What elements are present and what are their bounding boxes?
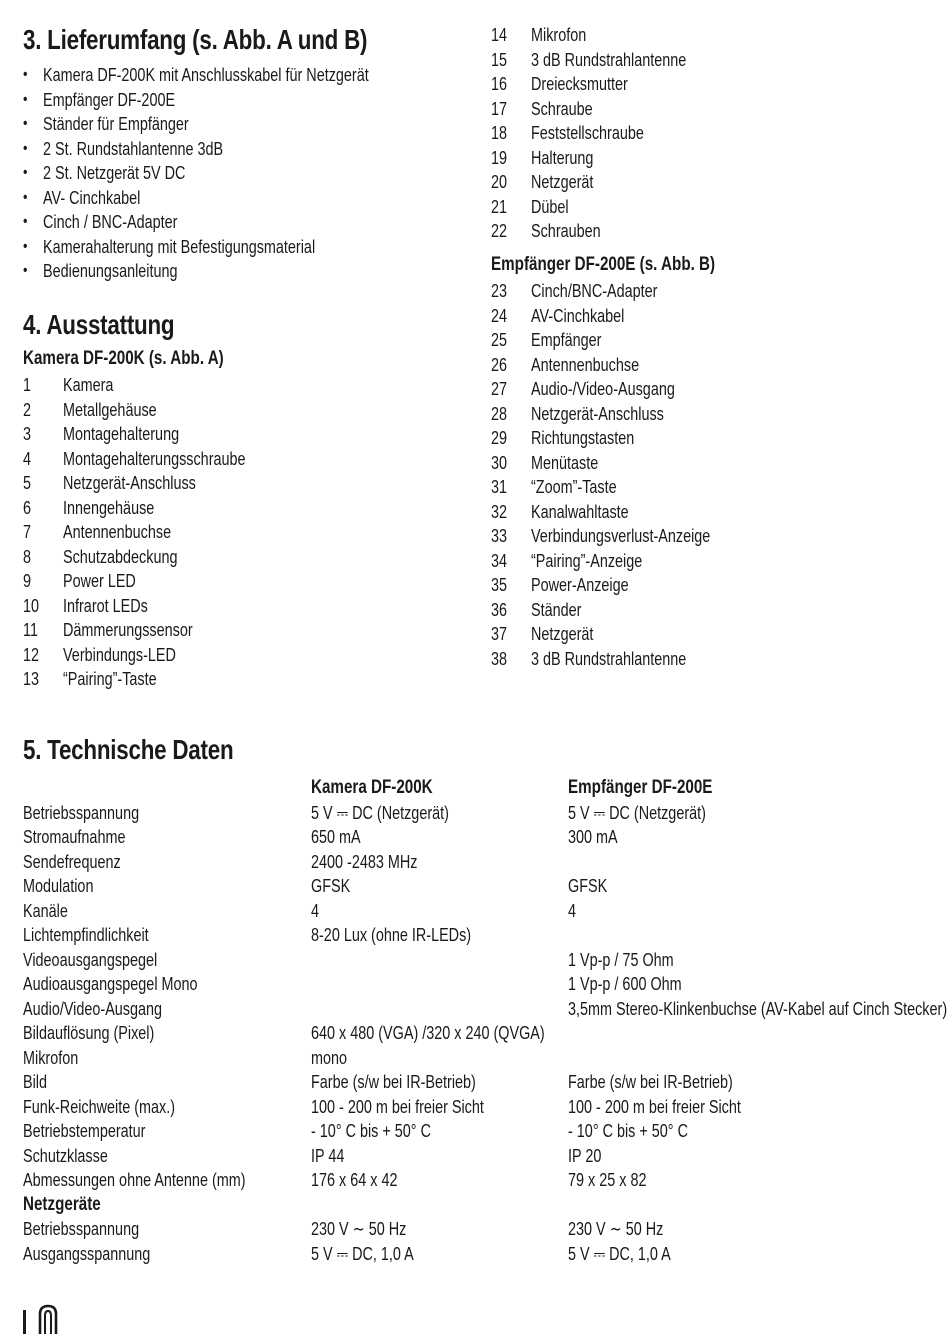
table-cell: GFSK <box>568 876 608 896</box>
item-number: 23 <box>491 281 508 301</box>
table-cell: IP 20 <box>568 1145 602 1166</box>
item-label: Netzgerät <box>531 624 594 644</box>
item-number: 14 <box>491 25 508 45</box>
table-cell: Modulation <box>23 876 94 896</box>
table-cell: 640 x 480 (VGA) /320 x 240 (QVGA) <box>311 1023 545 1043</box>
item-label: AV-Cinchkabel <box>531 305 625 326</box>
list-item: • Kamera DF-200K mit Anschlusskabel für Netzgerät <box>23 63 369 88</box>
table-cell: Betriebsspannung <box>23 802 140 823</box>
list-item <box>491 598 710 623</box>
item-number: 10 <box>23 595 40 616</box>
camera-parts-list <box>23 373 246 692</box>
section-5-heading: 5. Technische Daten <box>23 734 234 765</box>
item-number: 30 <box>491 452 508 473</box>
list-item <box>23 447 246 472</box>
item-number: 7 <box>23 522 32 542</box>
table-cell: 5 V ⎓ DC (Netzgerät) <box>568 802 706 823</box>
list-item <box>23 667 246 692</box>
list-item <box>491 402 710 427</box>
psu-heading: Netzgeräte <box>23 1193 101 1215</box>
col-camera-header: Kamera DF-200K <box>311 777 433 798</box>
list-item <box>23 643 246 668</box>
item-label: Montagehalterungsschraube <box>63 448 246 469</box>
item-number: 21 <box>491 196 508 217</box>
item-label: Innengehäuse <box>63 497 155 518</box>
item-number: 31 <box>491 477 508 497</box>
item-label: Menütaste <box>531 452 599 473</box>
list-item <box>491 121 686 146</box>
table-cell: Sendefrequenz <box>23 851 121 872</box>
item-number: 2 <box>23 399 32 420</box>
item-number: 9 <box>23 571 32 591</box>
list-item <box>491 475 710 500</box>
item-number: 29 <box>491 428 508 448</box>
table-cell: IP 44 <box>311 1145 345 1166</box>
list-item <box>491 500 710 525</box>
section-4-heading: 4. Ausstattung <box>23 309 175 340</box>
table-cell: 4 <box>311 900 320 921</box>
list-item <box>491 524 710 549</box>
list-item <box>491 426 710 451</box>
list-item: • Empfänger DF-200E <box>23 88 369 113</box>
item-number: 20 <box>491 172 508 192</box>
list-item <box>23 594 246 619</box>
table-cell: Abmessungen ohne Antenne (mm) <box>23 1170 246 1190</box>
item-label: 3 dB Rundstrahlantenne <box>531 49 687 70</box>
item-label: Netzgerät-Anschluss <box>63 473 196 493</box>
item-number: 16 <box>491 74 508 94</box>
item-number: 34 <box>491 550 508 571</box>
item-number: 24 <box>491 305 508 326</box>
table-cell: 230 V ∼ 50 Hz <box>568 1219 664 1239</box>
item-label: Feststellschraube <box>531 123 644 143</box>
list-item <box>23 422 246 447</box>
list-item <box>23 496 246 521</box>
table-cell: mono <box>311 1047 348 1068</box>
item-number: 13 <box>23 669 40 689</box>
list-item <box>491 573 710 598</box>
list-item <box>491 622 710 647</box>
item-number: 3 <box>23 424 32 444</box>
table-cell: 1 Vp-p / 600 Ohm <box>568 974 682 994</box>
list-item <box>491 48 686 73</box>
list-item <box>491 304 710 329</box>
table-cell: 230 V ∼ 50 Hz <box>311 1219 407 1239</box>
item-label: “Pairing”-Anzeige <box>531 550 643 571</box>
list-item <box>491 195 686 220</box>
brand-logo-icon <box>20 1304 80 1334</box>
table-cell: 2400 -2483 MHz <box>311 851 418 872</box>
item-number: 17 <box>491 98 508 119</box>
item-label: Infrarot LEDs <box>63 595 148 616</box>
item-label: Verbindungsverlust-Anzeige <box>531 526 711 546</box>
table-cell: Farbe (s/w bei IR-Betrieb) <box>568 1072 733 1092</box>
item-label: Mikrofon <box>531 25 587 45</box>
table-cell: Schutzklasse <box>23 1145 108 1166</box>
table-cell: - 10° C bis + 50° C <box>568 1121 688 1141</box>
list-item: • 2 St. Netzgerät 5V DC <box>23 161 369 186</box>
item-number: 37 <box>491 624 508 644</box>
item-number: 33 <box>491 526 508 546</box>
table-cell: 1 Vp-p / 75 Ohm <box>568 949 674 970</box>
section-3-heading: 3. Lieferumfang (s. Abb. A und B) <box>23 24 368 55</box>
list-item <box>491 328 710 353</box>
list-item <box>491 549 710 574</box>
receiver-parts-list <box>491 279 710 671</box>
list-item <box>491 146 686 171</box>
list-item <box>491 170 686 195</box>
list-item <box>23 618 246 643</box>
list-item <box>491 279 710 304</box>
item-number: 8 <box>23 546 32 567</box>
item-number: 28 <box>491 403 508 424</box>
table-cell: 5 V ⎓ DC, 1,0 A <box>568 1243 671 1264</box>
table-cell: 4 <box>568 900 577 921</box>
item-label: Schraube <box>531 98 593 119</box>
list-item <box>491 72 686 97</box>
item-label: Richtungstasten <box>531 428 635 448</box>
item-number: 18 <box>491 123 508 143</box>
item-label: Verbindungs-LED <box>63 644 176 665</box>
list-item <box>23 520 246 545</box>
item-number: 6 <box>23 497 32 518</box>
table-cell: 176 x 64 x 42 <box>311 1170 398 1190</box>
item-label: Ständer <box>531 599 582 620</box>
item-label: Dreiecksmutter <box>531 74 628 94</box>
item-number: 32 <box>491 501 508 522</box>
item-label: Antennenbuchse <box>63 522 172 542</box>
table-cell: 100 - 200 m bei freier Sicht <box>311 1096 484 1117</box>
item-label: Dübel <box>531 196 569 217</box>
camera-parts-heading: Kamera DF-200K (s. Abb. A) <box>23 348 224 369</box>
item-label: Netzgerät <box>531 172 594 192</box>
item-number: 35 <box>491 575 508 595</box>
table-cell: Mikrofon <box>23 1047 79 1068</box>
table-cell: Audioausgangspegel Mono <box>23 974 198 994</box>
item-label: Netzgerät-Anschluss <box>531 403 664 424</box>
list-item: • Ständer für Empfänger <box>23 112 369 137</box>
item-label: Metallgehäuse <box>63 399 157 420</box>
list-item: • 2 St. Rundstahlantenne 3dB <box>23 137 369 162</box>
table-cell: Bild <box>23 1072 48 1092</box>
table-cell: 650 mA <box>311 827 361 847</box>
list-item <box>491 219 686 244</box>
table-cell: Videoausgangspegel <box>23 949 158 970</box>
list-item <box>23 398 246 423</box>
list-item <box>491 97 686 122</box>
receiver-parts-heading: Empfänger DF-200E (s. Abb. B) <box>491 254 716 275</box>
item-number: 36 <box>491 599 508 620</box>
list-item <box>23 471 246 496</box>
item-number: 15 <box>491 49 508 70</box>
list-item <box>23 545 246 570</box>
item-label: Montagehalterung <box>63 424 180 444</box>
item-number: 1 <box>23 375 32 395</box>
item-label: Power LED <box>63 571 136 591</box>
item-number: 12 <box>23 644 40 665</box>
table-cell: 300 mA <box>568 827 618 847</box>
table-cell: 5 V ⎓ DC, 1,0 A <box>311 1243 414 1264</box>
item-label: Power-Anzeige <box>531 575 629 595</box>
table-cell: 8-20 Lux (ohne IR-LEDs) <box>311 925 472 945</box>
table-cell: Bildauflösung (Pixel) <box>23 1023 155 1043</box>
item-label: “Zoom”-Taste <box>531 477 617 497</box>
table-cell: Kanäle <box>23 900 68 921</box>
list-item: • AV- Cinchkabel <box>23 186 369 211</box>
table-cell: 79 x 25 x 82 <box>568 1170 647 1190</box>
item-label: Empfänger <box>531 330 602 350</box>
item-label: Kanalwahltaste <box>531 501 629 522</box>
item-label: 3 dB Rundstrahlantenne <box>531 648 687 669</box>
item-number: 27 <box>491 379 508 399</box>
item-number: 11 <box>23 620 38 640</box>
item-number: 19 <box>491 147 508 168</box>
item-label: Dämmerungssensor <box>63 620 193 640</box>
item-number: 22 <box>491 221 508 241</box>
camera-parts-list-continued <box>491 23 686 244</box>
table-cell: 5 V ⎓ DC (Netzgerät) <box>311 802 449 823</box>
delivery-list <box>23 63 369 284</box>
item-number: 5 <box>23 473 32 493</box>
item-number: 25 <box>491 330 508 350</box>
table-cell: - 10° C bis + 50° C <box>311 1121 431 1141</box>
list-item <box>23 569 246 594</box>
list-item: • Kamerahalterung mit Befestigungsmaterial <box>23 235 369 260</box>
item-label: Schrauben <box>531 221 601 241</box>
list-item <box>491 451 710 476</box>
list-item: • Cinch / BNC-Adapter <box>23 210 369 235</box>
col-receiver-header: Empfänger DF-200E <box>568 777 713 798</box>
item-number: 4 <box>23 448 32 469</box>
table-cell: Lichtempfindlichkeit <box>23 925 149 945</box>
table-cell: Betriebstemperatur <box>23 1121 146 1141</box>
item-label: “Pairing”-Taste <box>63 669 157 689</box>
list-item <box>491 23 686 48</box>
item-number: 38 <box>491 648 508 669</box>
table-cell: Ausgangsspannung <box>23 1243 151 1264</box>
item-label: Kamera <box>63 375 114 395</box>
table-cell: Stromaufnahme <box>23 827 126 847</box>
table-cell: Farbe (s/w bei IR-Betrieb) <box>311 1072 476 1092</box>
list-item <box>491 353 710 378</box>
list-item <box>491 647 710 672</box>
item-label: Audio-/Video-Ausgang <box>531 379 675 399</box>
item-label: Halterung <box>531 147 594 168</box>
list-item <box>491 377 710 402</box>
table-cell: GFSK <box>311 876 351 896</box>
item-number: 26 <box>491 354 508 375</box>
table-cell: 3,5mm Stereo-Klinkenbuchse (AV-Kabel auf Cinch Stecker) <box>568 998 948 1019</box>
item-label: Schutzabdeckung <box>63 546 178 567</box>
item-label: Cinch/BNC-Adapter <box>531 281 658 301</box>
table-cell: Funk-Reichweite (max.) <box>23 1096 176 1117</box>
table-cell: Audio/Video-Ausgang <box>23 998 163 1019</box>
list-item: • Bedienungsanleitung <box>23 259 369 284</box>
table-cell: Betriebsspannung <box>23 1219 140 1239</box>
table-cell: 100 - 200 m bei freier Sicht <box>568 1096 741 1117</box>
item-label: Antennenbuchse <box>531 354 640 375</box>
list-item <box>23 373 246 398</box>
